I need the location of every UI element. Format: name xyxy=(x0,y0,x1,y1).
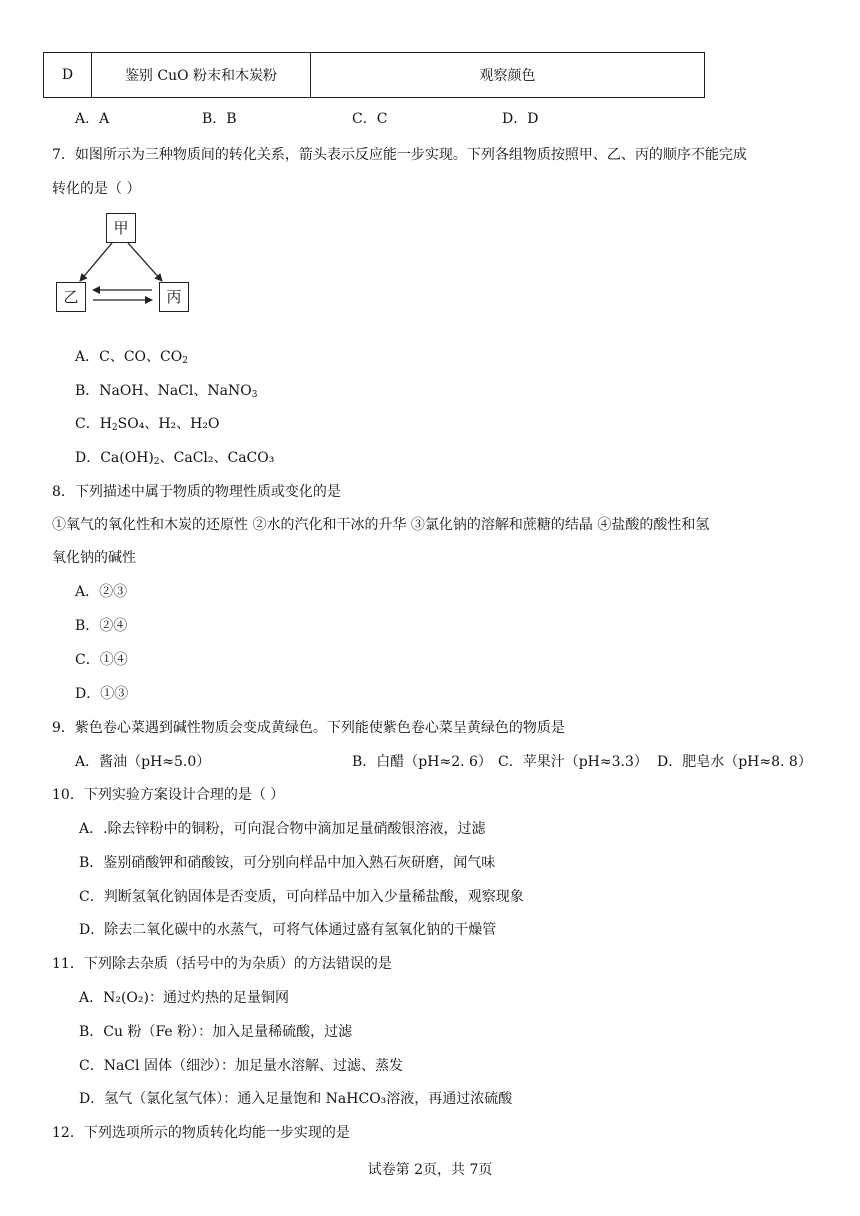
q9-stem: 9．紫色卷心菜遇到碱性物质会变成黄绿色。下列能使紫色卷心菜呈黄绿色的物质是 xyxy=(52,720,565,736)
q9-option-b[interactable]: B．白醋（pH≈2. 6） xyxy=(352,754,492,770)
q11-option-d[interactable]: D．氢气（氯化氢气体）：通入足量饱和 NaHCO₃溶液，再通过浓硫酸 xyxy=(79,1091,513,1107)
diagram-arrows xyxy=(0,0,200,320)
table-cell-method: 观察颜色 xyxy=(311,53,705,98)
q7-option-c[interactable]: C．$H_2SO_4$、H₂、H₂O xyxy=(75,416,220,433)
q7-option-a[interactable]: A．C、CO、$CO_2$ xyxy=(75,349,188,366)
table-cell-item: 鉴别 CuO 粉末和木炭粉 xyxy=(92,53,311,98)
diagram-box-right: 丙 xyxy=(159,282,189,312)
q8-option-d[interactable]: D．①③ xyxy=(75,686,129,702)
q7-option-d[interactable]: D．$Ca(OH)_2$、CaCl₂、CaCO₃ xyxy=(75,450,275,467)
q7-option-b[interactable]: B．NaOH、NaCl、NaNO$_3$ xyxy=(75,383,258,400)
q8-items-line2: 氧化钠的碱性 xyxy=(52,550,136,566)
q8-items-line1: ①氧气的氧化性和木炭的还原性 ②水的汽化和干冰的升华 ③氯化钠的溶解和蔗糖的结晶 ④盐酸的酸性和氢 xyxy=(52,517,710,533)
q8-option-c[interactable]: C．①④ xyxy=(75,652,128,668)
page-footer: 试卷第 2页，共 7页 xyxy=(367,1162,493,1178)
q11-option-b[interactable]: B．Cu 粉（Fe 粉）：加入足量稀硫酸，过滤 xyxy=(79,1024,353,1040)
q10-stem: 10．下列实验方案设计合理的是（ ） xyxy=(52,787,285,803)
diagram-box-top: 甲 xyxy=(106,213,136,243)
q11-option-c[interactable]: C．NaCl 固体（细沙）：加足量水溶解、过滤、蒸发 xyxy=(79,1058,403,1074)
q9-option-a[interactable]: A．酱油（pH≈5.0） xyxy=(75,754,211,770)
q7-stem-line2: 转化的是（ ） xyxy=(52,181,141,197)
q10-option-c[interactable]: C．判断氢氧化钠固体是否变质，可向样品中加入少量稀盐酸，观察现象 xyxy=(79,889,524,905)
q7-stem-line1: 7．如图所示为三种物质间的转化关系，箭头表示反应能一步实现。下列各组物质按照甲、乙、丙的顺序不能完成 xyxy=(52,147,747,163)
q10-option-a[interactable]: A．.除去锌粉中的铜粉，可向混合物中滴加足量硝酸银溶液，过滤 xyxy=(79,821,486,837)
q12-stem: 12．下列选项所示的物质转化均能一步实现的是 xyxy=(52,1125,350,1141)
q8-option-b[interactable]: B．②④ xyxy=(75,618,128,634)
arrow-top-to-right xyxy=(128,243,162,281)
q10-option-b[interactable]: B．鉴别硝酸钾和硝酸铵，可分别向样品中加入熟石灰研磨，闻气味 xyxy=(79,855,496,871)
q8-option-a[interactable]: A．②③ xyxy=(75,584,128,600)
q11-option-a[interactable]: A．N₂(O₂)：通过灼热的足量铜网 xyxy=(79,990,289,1006)
q6-option-d[interactable]: D．D xyxy=(502,111,539,127)
q6-option-c[interactable]: C．C xyxy=(352,111,388,127)
q9-option-d[interactable]: D．肥皂水（pH≈8. 8） xyxy=(657,754,812,770)
q11-stem: 11．下列除去杂质（括号中的为杂质）的方法错误的是 xyxy=(52,956,392,972)
arrow-top-to-left xyxy=(80,243,112,281)
q10-option-d[interactable]: D．除去二氧化碳中的水蒸气，可将气体通过盛有氢氧化钠的干燥管 xyxy=(79,922,497,938)
q9-option-c[interactable]: C．苹果汁（pH≈3.3） xyxy=(498,754,648,770)
q6-option-b[interactable]: B．B xyxy=(202,111,237,127)
diagram-box-left: 乙 xyxy=(56,282,86,312)
q8-stem: 8．下列描述中属于物质的物理性质或变化的是 xyxy=(52,484,341,500)
table-cell-letter: D xyxy=(44,53,92,98)
q6-option-a[interactable]: A．A xyxy=(75,111,110,127)
